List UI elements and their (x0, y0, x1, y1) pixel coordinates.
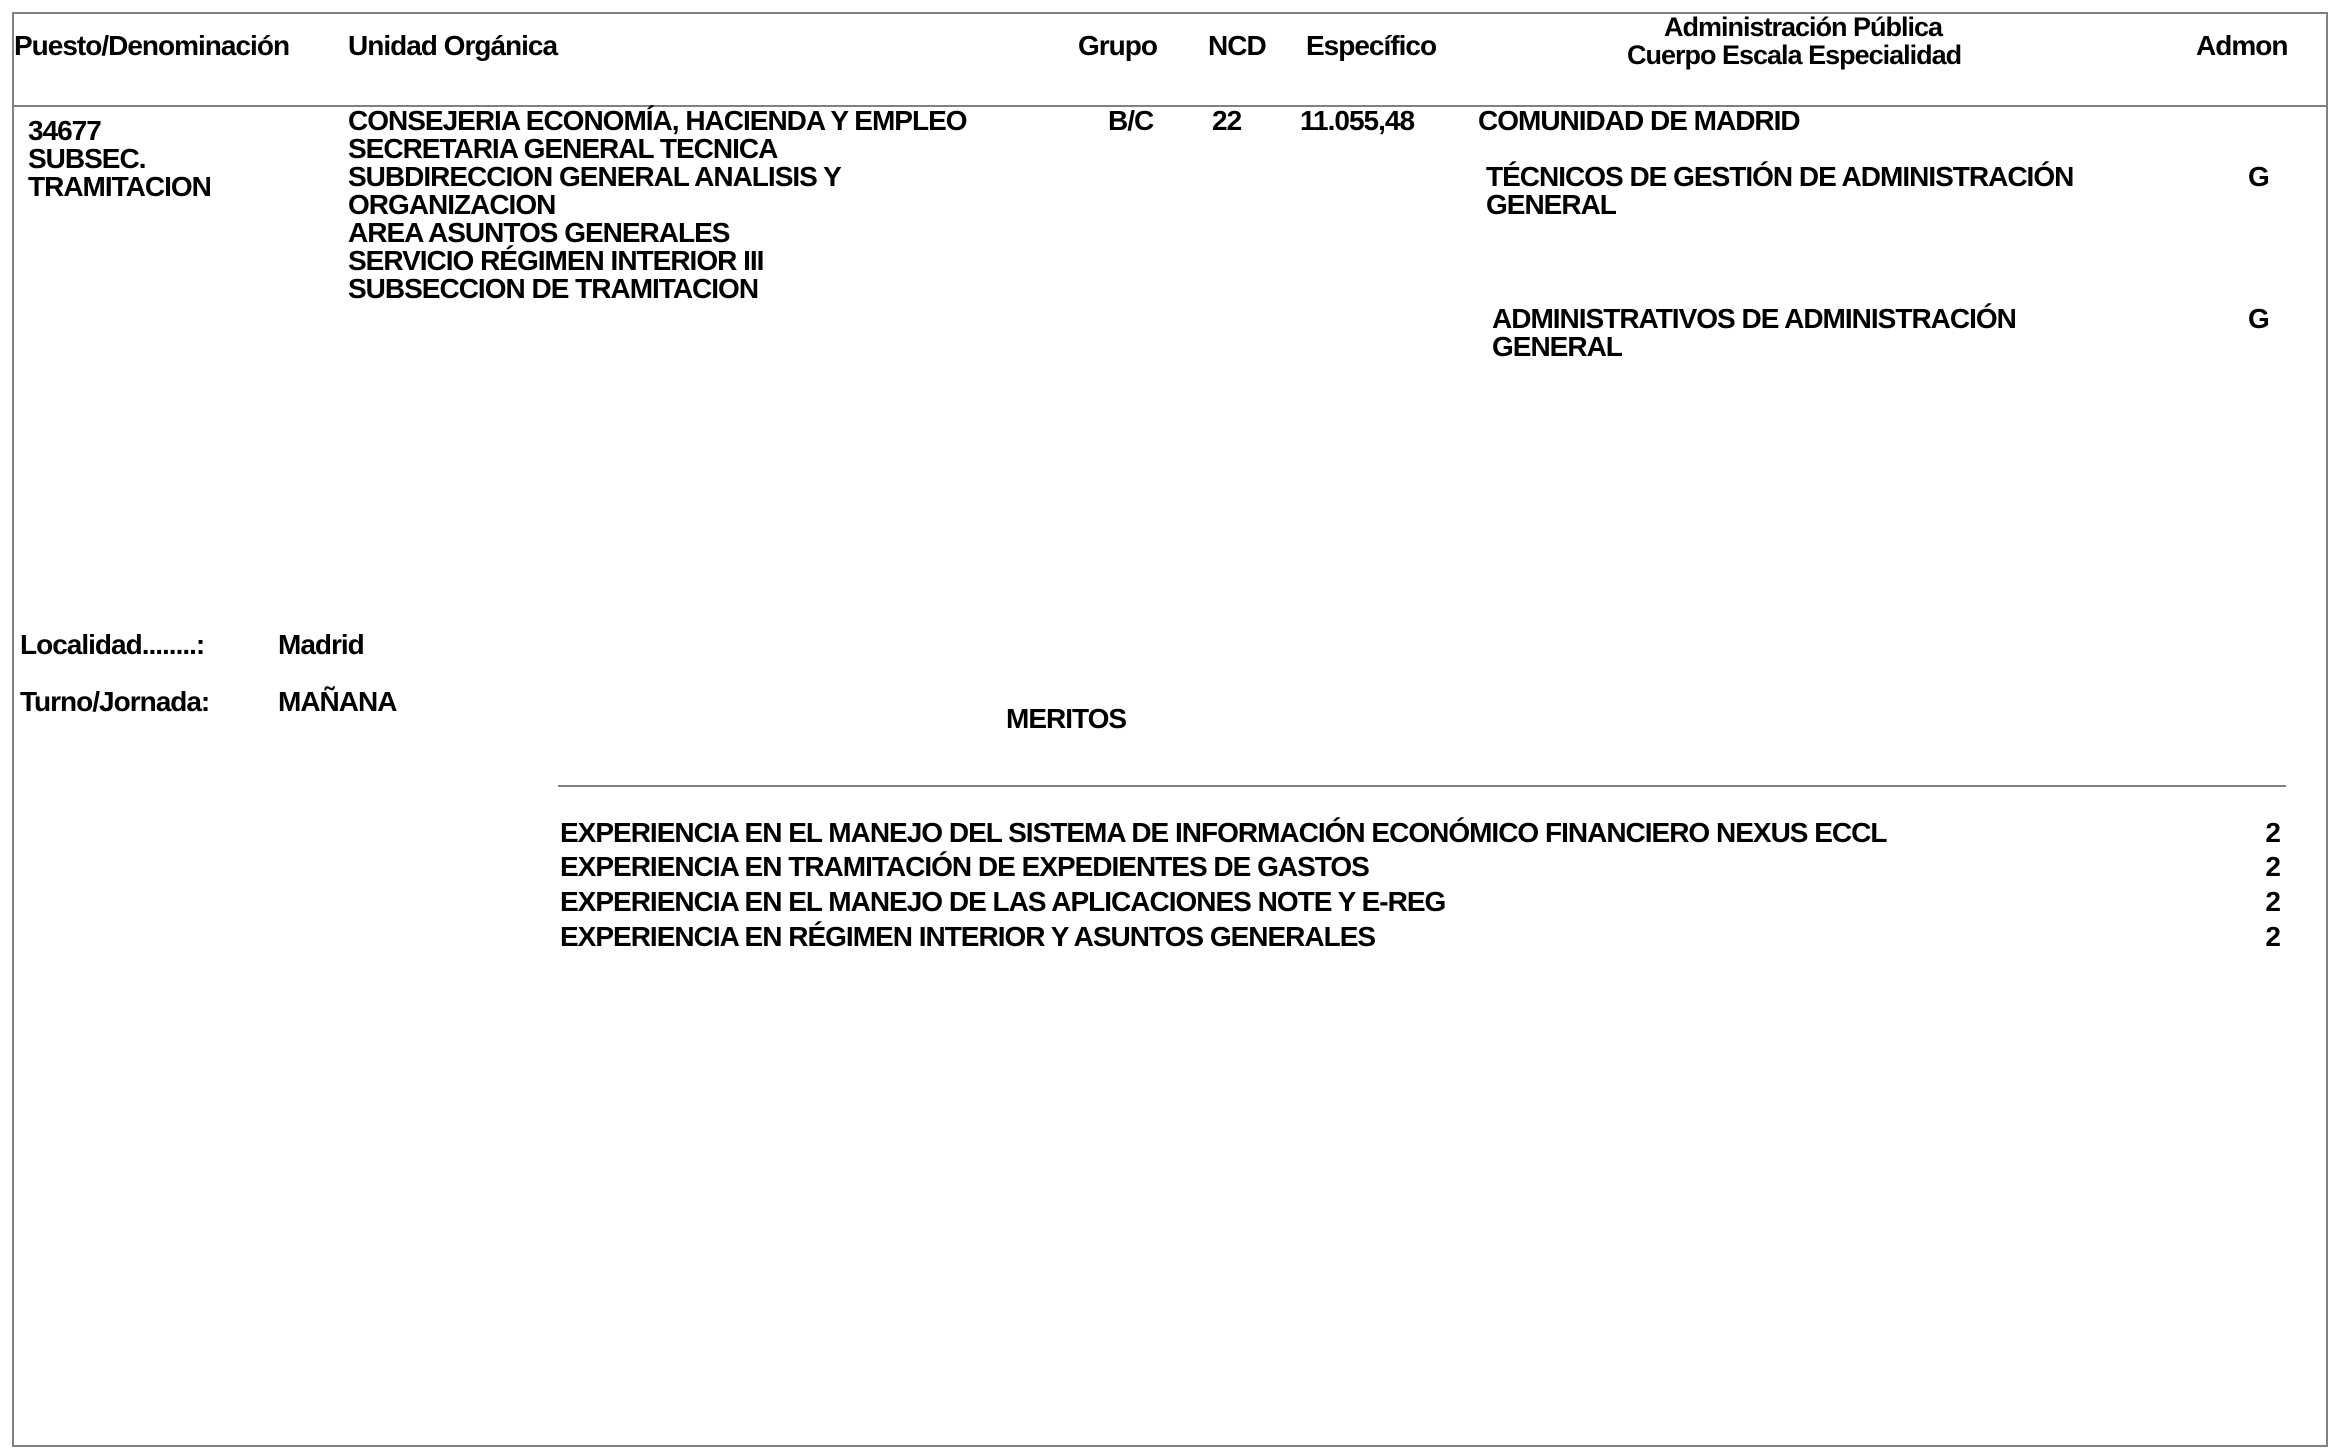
header-especifico: Específico (1306, 30, 1437, 61)
cuerpo-line: ADMINISTRATIVOS DE ADMINISTRACIÓN (1492, 303, 2016, 334)
merit-row (560, 817, 2280, 851)
unidad-line: SUBDIRECCION GENERAL ANALISIS Y (348, 161, 841, 192)
header-grupo: Grupo (1078, 30, 1157, 61)
administracion-value: COMUNIDAD DE MADRID (1478, 105, 1800, 136)
merit-score: 2 (2265, 851, 2280, 882)
cuerpo-block (1486, 163, 2073, 219)
unidad-line: ORGANIZACION (348, 189, 556, 220)
turno-value: MAÑANA (278, 686, 397, 717)
merit-score: 2 (2265, 886, 2280, 917)
puesto-name-line1: SUBSEC. (28, 143, 146, 174)
meritos-divider (558, 785, 2286, 787)
unidad-line: SUBSECCION DE TRAMITACION (348, 273, 759, 304)
especifico-value: 11.055,48 (1300, 105, 1415, 136)
header-admin-publica: Administración Pública (1664, 12, 1943, 42)
unidad-organica-block (348, 107, 967, 303)
unidad-line: CONSEJERIA ECONOMÍA, HACIENDA Y EMPLEO (348, 105, 967, 136)
localidad-value: Madrid (278, 629, 364, 660)
cuerpo-admon: G (2248, 161, 2269, 192)
merit-score: 2 (2265, 817, 2280, 848)
cuerpo-line: GENERAL (1486, 189, 1616, 220)
unidad-line: AREA ASUNTOS GENERALES (348, 217, 730, 248)
merit-score: 2 (2265, 921, 2280, 952)
merit-label: EXPERIENCIA EN EL MANEJO DE LAS APLICACIONES NOTE Y E-REG (560, 886, 1446, 917)
unidad-line: SERVICIO RÉGIMEN INTERIOR III (348, 245, 764, 276)
header-puesto: Puesto/Denominación (14, 30, 290, 61)
puesto-code: 34677 (28, 115, 101, 146)
header-cuerpo-escala: Cuerpo Escala Especialidad (1627, 40, 1962, 70)
cuerpo-admon: G (2248, 303, 2269, 334)
cuerpo-line: GENERAL (1492, 331, 1622, 362)
merit-row (560, 851, 2280, 885)
merit-label: EXPERIENCIA EN TRAMITACIÓN DE EXPEDIENTES DE GASTOS (560, 851, 1369, 882)
meritos-title: MERITOS (1006, 703, 1127, 734)
merit-row (560, 886, 2280, 920)
localidad-label: Localidad........: (20, 629, 205, 660)
header-ncd: NCD (1208, 30, 1266, 61)
puesto-name-line2: TRAMITACION (28, 171, 211, 202)
puesto-block (28, 117, 211, 201)
ncd-value: 22 (1212, 105, 1242, 136)
header-unidad-organica: Unidad Orgánica (348, 30, 558, 61)
grupo-value: B/C (1108, 105, 1154, 136)
header-admon: Admon (2196, 30, 2288, 61)
merit-row (560, 921, 2280, 955)
cuerpo-line: TÉCNICOS DE GESTIÓN DE ADMINISTRACIÓN (1486, 161, 2074, 192)
turno-label: Turno/Jornada: (20, 686, 210, 717)
unidad-line: SECRETARIA GENERAL TECNICA (348, 133, 778, 164)
cuerpo-block (1492, 305, 2016, 361)
merit-label: EXPERIENCIA EN RÉGIMEN INTERIOR Y ASUNTOS GENERALES (560, 921, 1376, 952)
merit-label: EXPERIENCIA EN EL MANEJO DEL SISTEMA DE INFORMACIÓN ECONÓMICO FINANCIERO NEXUS ECCL (560, 817, 1887, 848)
